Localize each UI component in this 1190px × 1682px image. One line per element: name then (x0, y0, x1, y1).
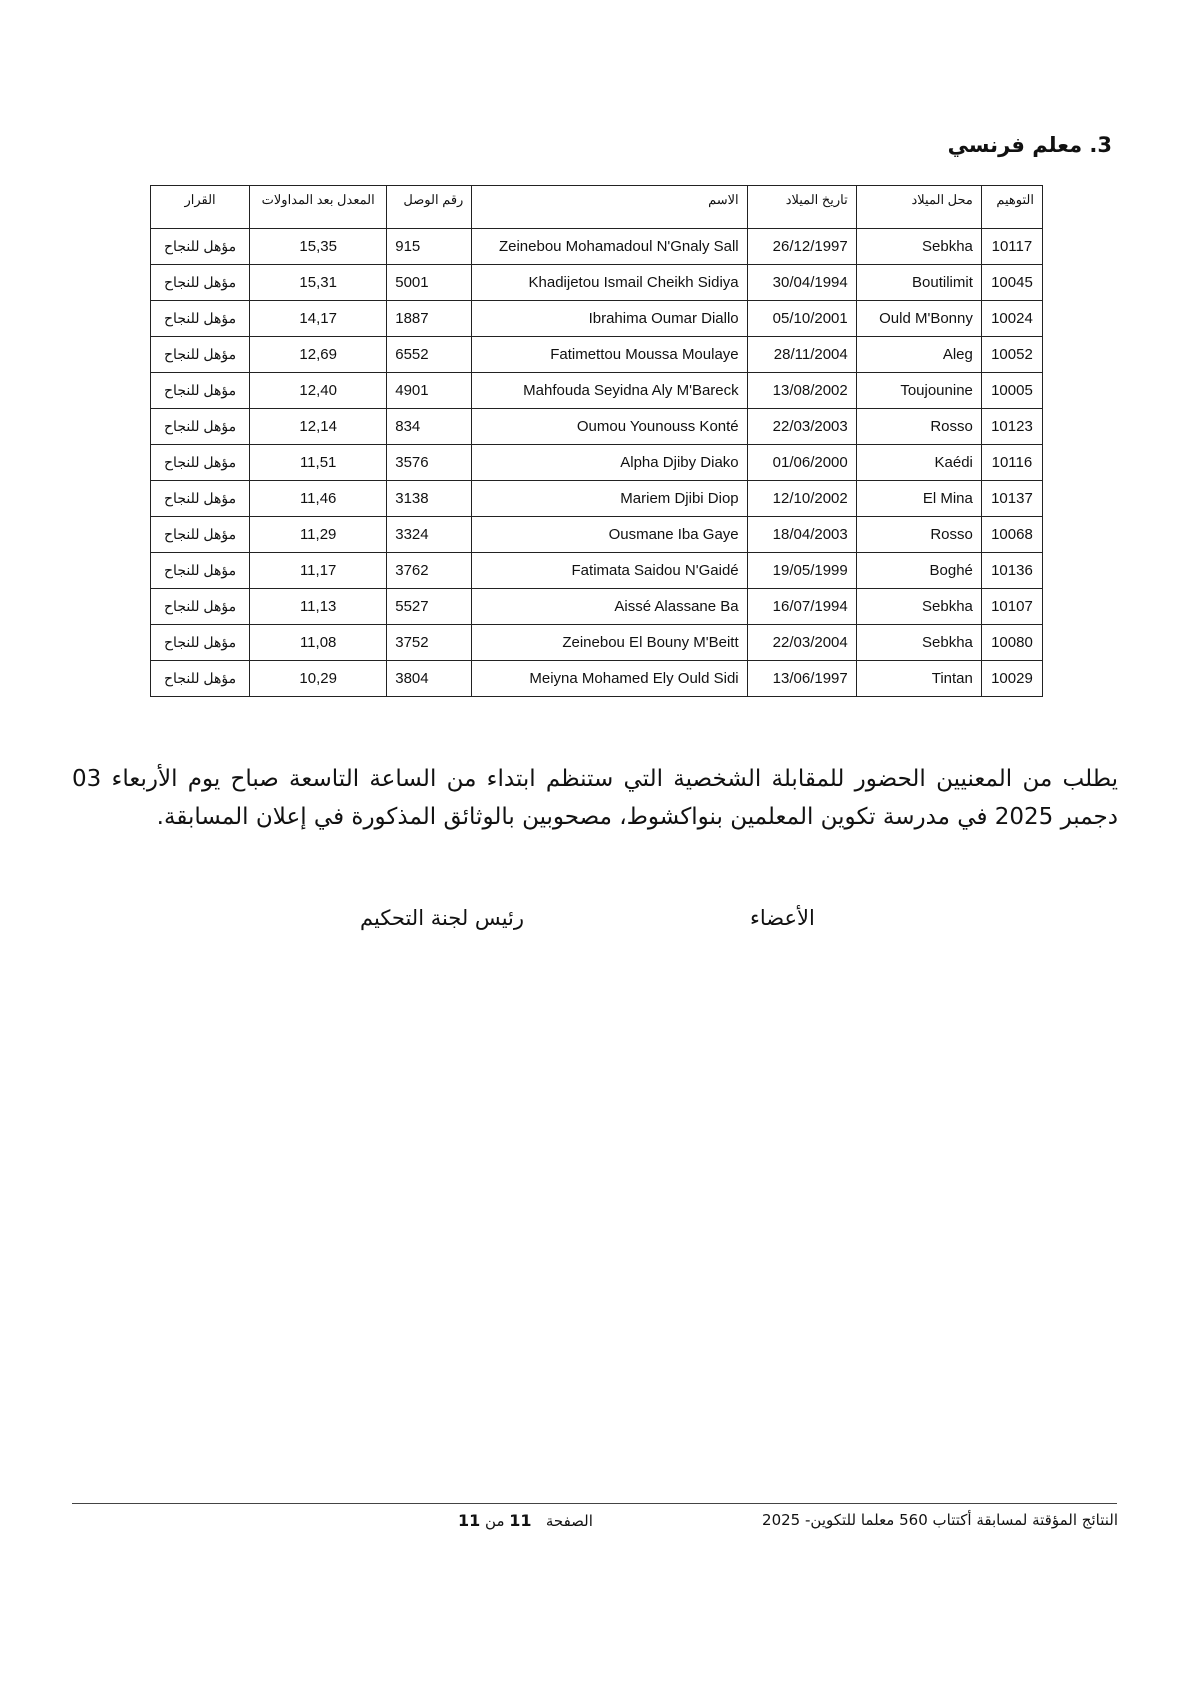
cell-decision: مؤهل للنجاح (151, 265, 250, 301)
cell-average: 15,31 (250, 265, 387, 301)
cell-birth-place: Tintan (856, 661, 981, 697)
cell-birth-place: Sebkha (856, 589, 981, 625)
cell-average: 11,51 (250, 445, 387, 481)
cell-code: 10005 (981, 373, 1042, 409)
table-header-row (151, 186, 1043, 229)
cell-average: 10,29 (250, 661, 387, 697)
footer-page-total: 11 (458, 1511, 481, 1530)
table-row (151, 265, 1043, 301)
results-table (150, 185, 1043, 697)
cell-average: 11,46 (250, 481, 387, 517)
footer-page-label: الصفحة (545, 1512, 593, 1530)
cell-code: 10068 (981, 517, 1042, 553)
cell-code: 10123 (981, 409, 1042, 445)
cell-birth-date: 22/03/2004 (747, 625, 856, 661)
cell-birth-place: Sebkha (856, 229, 981, 265)
cell-receipt: 3762 (387, 553, 472, 589)
cell-average: 11,29 (250, 517, 387, 553)
table-row (151, 481, 1043, 517)
cell-birth-place: El Mina (856, 481, 981, 517)
cell-receipt: 3804 (387, 661, 472, 697)
cell-birth-date: 26/12/1997 (747, 229, 856, 265)
header-code: التوهيم (981, 186, 1042, 229)
signature-members: الأعضاء (750, 906, 815, 930)
cell-average: 11,13 (250, 589, 387, 625)
cell-name: Aissé Alassane Ba (472, 589, 747, 625)
table-row (151, 517, 1043, 553)
table-row (151, 445, 1043, 481)
cell-code: 10136 (981, 553, 1042, 589)
table-row (151, 373, 1043, 409)
cell-birth-date: 05/10/2001 (747, 301, 856, 337)
cell-birth-date: 19/05/1999 (747, 553, 856, 589)
footer-page-number (458, 1511, 593, 1530)
cell-birth-place: Boghé (856, 553, 981, 589)
table-row (151, 337, 1043, 373)
signature-chair: رئيس لجنة التحكيم (360, 906, 525, 930)
table-row (151, 553, 1043, 589)
cell-receipt: 3576 (387, 445, 472, 481)
header-birth-date: تاريخ الميلاد (747, 186, 856, 229)
cell-receipt: 834 (387, 409, 472, 445)
cell-average: 11,17 (250, 553, 387, 589)
footer-divider (72, 1503, 1117, 1504)
cell-decision: مؤهل للنجاح (151, 229, 250, 265)
table-row (151, 409, 1043, 445)
cell-decision: مؤهل للنجاح (151, 409, 250, 445)
footer-title: النتائج المؤقتة لمسابقة أكتتاب 560 معلما للتكوين- 2025 (762, 1511, 1118, 1529)
cell-birth-date: 13/08/2002 (747, 373, 856, 409)
cell-name: Ibrahima Oumar Diallo (472, 301, 747, 337)
cell-decision: مؤهل للنجاح (151, 517, 250, 553)
cell-birth-place: Rosso (856, 517, 981, 553)
cell-name: Mariem Djibi Diop (472, 481, 747, 517)
table-row (151, 661, 1043, 697)
cell-code: 10052 (981, 337, 1042, 373)
cell-birth-place: Boutilimit (856, 265, 981, 301)
cell-birth-place: Rosso (856, 409, 981, 445)
cell-code: 10024 (981, 301, 1042, 337)
cell-birth-date: 01/06/2000 (747, 445, 856, 481)
cell-code: 10137 (981, 481, 1042, 517)
cell-name: Alpha Djiby Diako (472, 445, 747, 481)
cell-receipt: 1887 (387, 301, 472, 337)
cell-decision: مؤهل للنجاح (151, 301, 250, 337)
header-decision: القرار (151, 186, 250, 229)
cell-name: Fatimata Saidou N'Gaidé (472, 553, 747, 589)
cell-average: 14,17 (250, 301, 387, 337)
cell-birth-date: 28/11/2004 (747, 337, 856, 373)
cell-code: 10107 (981, 589, 1042, 625)
cell-receipt: 3324 (387, 517, 472, 553)
cell-decision: مؤهل للنجاح (151, 337, 250, 373)
footer-page-current: 11 (509, 1511, 532, 1530)
notice-paragraph: يطلب من المعنيين الحضور للمقابلة الشخصية التي ستنظم ابتداء من الساعة التاسعة صباح يوم الأربعاء 03 دجمبر 2025 في مدرسة تكوين المعلمين بنواكشوط، مصحوبين بالوثائق المذكورة في إعلان المسابقة. (72, 766, 1118, 830)
cell-name: Zeinebou El Bouny M'Beitt (472, 625, 747, 661)
cell-decision: مؤهل للنجاح (151, 661, 250, 697)
cell-birth-date: 16/07/1994 (747, 589, 856, 625)
cell-birth-date: 22/03/2003 (747, 409, 856, 445)
cell-receipt: 5527 (387, 589, 472, 625)
cell-average: 12,14 (250, 409, 387, 445)
header-receipt: رقم الوصل (387, 186, 472, 229)
cell-receipt: 3138 (387, 481, 472, 517)
cell-average: 12,40 (250, 373, 387, 409)
header-name: الاسم (472, 186, 747, 229)
cell-name: Ousmane Iba Gaye (472, 517, 747, 553)
cell-decision: مؤهل للنجاح (151, 373, 250, 409)
cell-receipt: 5001 (387, 265, 472, 301)
section-title: 3. معلم فرنسي (947, 133, 1112, 157)
cell-receipt: 915 (387, 229, 472, 265)
header-average: المعدل بعد المداولات (250, 186, 387, 229)
cell-decision: مؤهل للنجاح (151, 481, 250, 517)
table-body (151, 229, 1043, 697)
header-birth-place: محل الميلاد (856, 186, 981, 229)
cell-name: Oumou Younouss Konté (472, 409, 747, 445)
cell-birth-place: Kaédi (856, 445, 981, 481)
cell-code: 10045 (981, 265, 1042, 301)
cell-code: 10029 (981, 661, 1042, 697)
cell-average: 12,69 (250, 337, 387, 373)
cell-receipt: 4901 (387, 373, 472, 409)
cell-code: 10080 (981, 625, 1042, 661)
cell-decision: مؤهل للنجاح (151, 553, 250, 589)
cell-birth-date: 13/06/1997 (747, 661, 856, 697)
footer-page-of: من (485, 1512, 505, 1530)
cell-birth-place: Ould M'Bonny (856, 301, 981, 337)
table-row (151, 229, 1043, 265)
cell-name: Mahfouda Seyidna Aly M'Bareck (472, 373, 747, 409)
cell-decision: مؤهل للنجاح (151, 445, 250, 481)
cell-birth-place: Aleg (856, 337, 981, 373)
cell-name: Fatimettou Moussa Moulaye (472, 337, 747, 373)
table-row (151, 589, 1043, 625)
cell-average: 11,08 (250, 625, 387, 661)
cell-birth-date: 18/04/2003 (747, 517, 856, 553)
cell-decision: مؤهل للنجاح (151, 625, 250, 661)
cell-code: 10116 (981, 445, 1042, 481)
cell-decision: مؤهل للنجاح (151, 589, 250, 625)
cell-code: 10117 (981, 229, 1042, 265)
cell-name: Meiyna Mohamed Ely Ould Sidi (472, 661, 747, 697)
table-row (151, 301, 1043, 337)
table-row (151, 625, 1043, 661)
cell-receipt: 6552 (387, 337, 472, 373)
cell-birth-date: 30/04/1994 (747, 265, 856, 301)
cell-name: Zeinebou Mohamadoul N'Gnaly Sall (472, 229, 747, 265)
cell-name: Khadijetou Ismail Cheikh Sidiya (472, 265, 747, 301)
cell-birth-place: Toujounine (856, 373, 981, 409)
cell-birth-date: 12/10/2002 (747, 481, 856, 517)
cell-average: 15,35 (250, 229, 387, 265)
cell-receipt: 3752 (387, 625, 472, 661)
cell-birth-place: Sebkha (856, 625, 981, 661)
